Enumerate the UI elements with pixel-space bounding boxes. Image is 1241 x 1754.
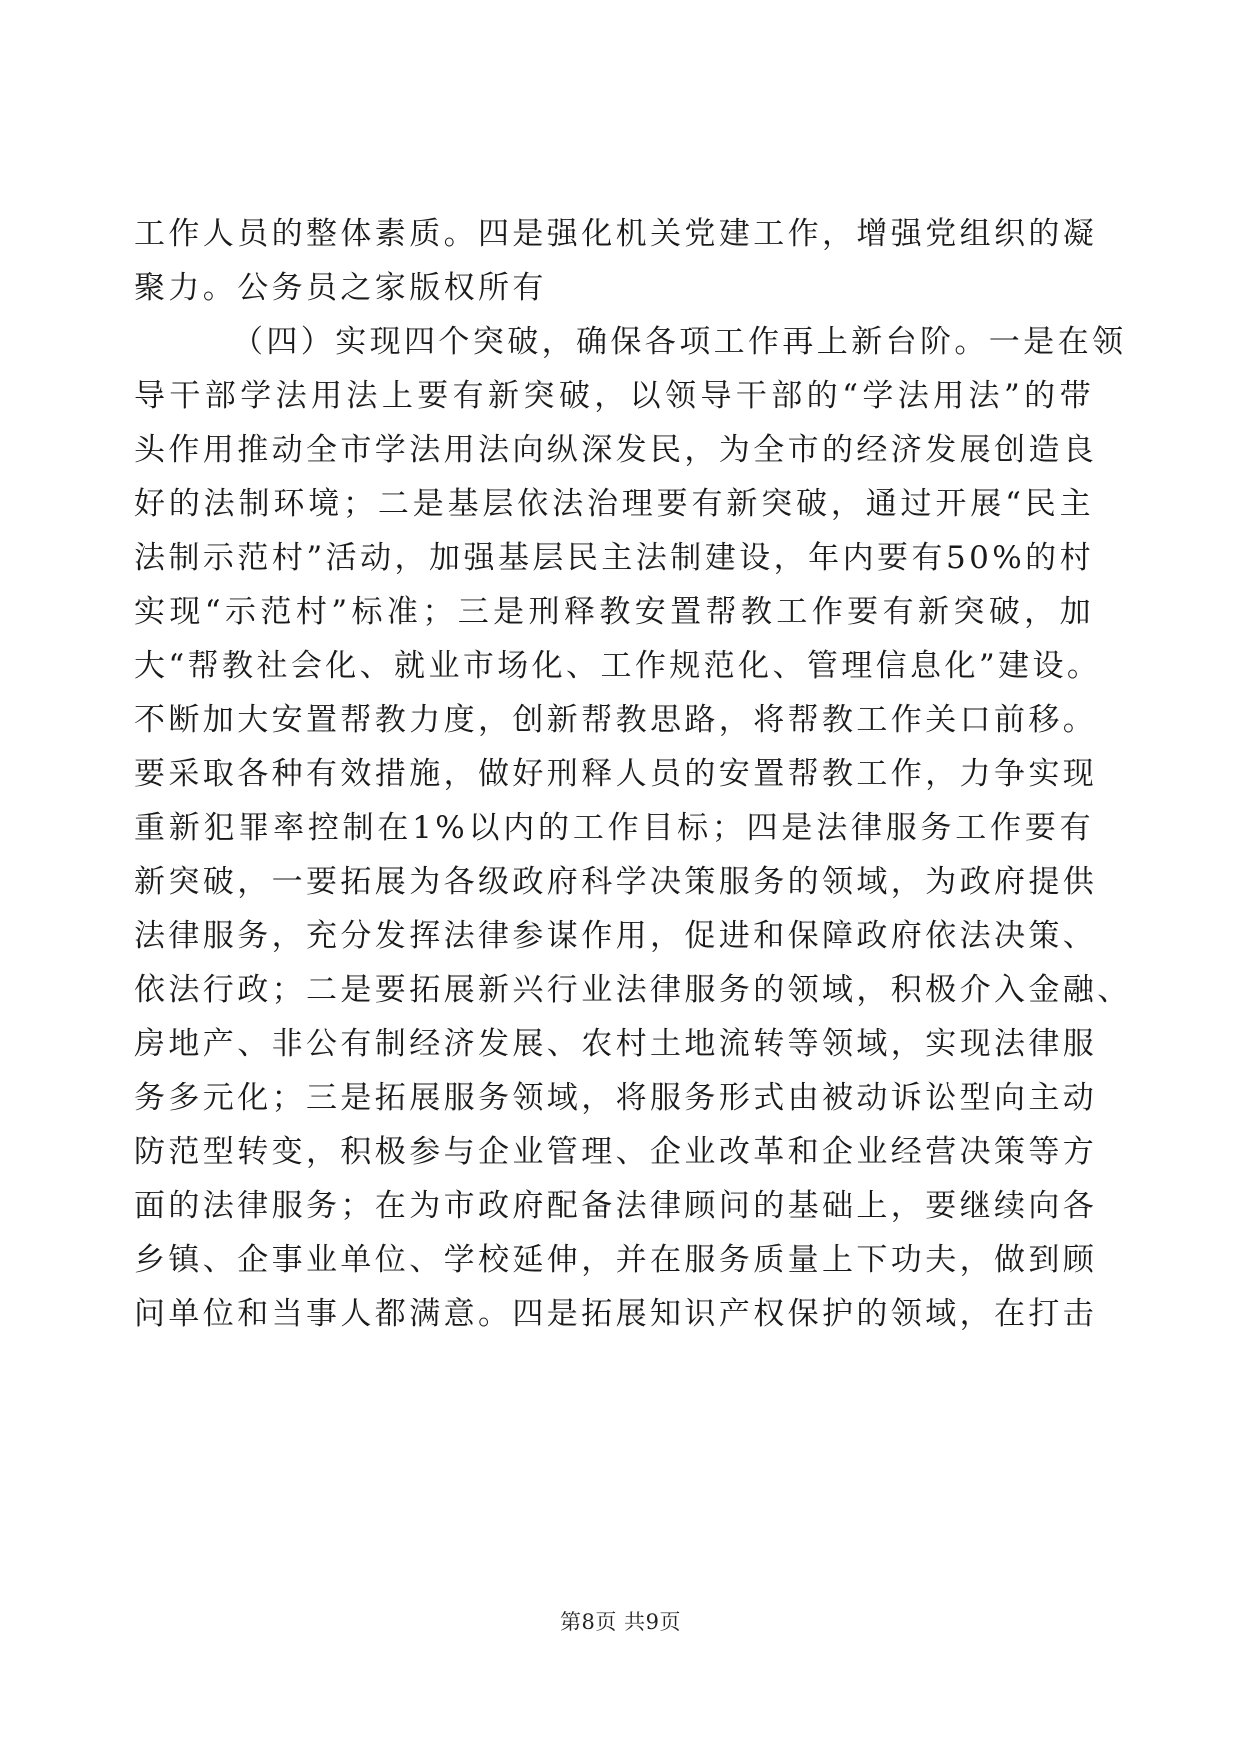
text-line: 导干部学法用法上要有新突破，以领导干部的“学法用法”的带	[134, 378, 1094, 414]
text-line: 面的法律服务；在为市政府配备法律顾问的基础上，要继续向各	[134, 1188, 1098, 1224]
text-line: 好的法制环境；二是基层依法治理要有新突破，通过开展“民主	[134, 486, 1094, 522]
text-line: 重新犯罪率控制在1%以内的工作目标；四是法律服务工作要有	[134, 810, 1094, 846]
paragraph-first-line: （四）实现四个突破，确保各项工作再上新台阶。一是在领	[232, 324, 1127, 360]
text-line: 要采取各种有效措施，做好刑释人员的安置帮教工作，力争实现	[134, 756, 1098, 792]
text-line: 防范型转变，积极参与企业管理、企业改革和企业经营决策等方	[134, 1134, 1098, 1170]
text-line: 实现“示范村”标准；三是刑释教安置帮教工作要有新突破，加	[134, 594, 1094, 630]
text-line: 新突破，一要拓展为各级政府科学决策服务的领域，为政府提供	[134, 864, 1098, 900]
text-line: 问单位和当事人都满意。四是拓展知识产权保护的领域，在打击	[134, 1296, 1098, 1332]
text-line: 法制示范村”活动，加强基层民主法制建设，年内要有50%的村	[134, 540, 1094, 576]
text-line: 头作用推动全市学法用法向纵深发民，为全市的经济发展创造良	[134, 432, 1098, 468]
page-number: 第8页 共9页	[560, 1610, 681, 1634]
text-line: 务多元化；三是拓展服务领域，将服务形式由被动诉讼型向主动	[134, 1080, 1098, 1116]
text-line: 不断加大安置帮教力度，创新帮教思路，将帮教工作关口前移。	[134, 702, 1098, 738]
text-line: 法律服务，充分发挥法律参谋作用，促进和保障政府依法决策、	[134, 918, 1098, 954]
text-line: 工作人员的整体素质。四是强化机关党建工作，增强党组织的凝	[134, 216, 1098, 252]
text-line: 大“帮教社会化、就业市场化、工作规范化、管理信息化”建设。	[134, 648, 1102, 684]
text-line: 房地产、非公有制经济发展、农村土地流转等领域，实现法律服	[134, 1026, 1098, 1062]
text-line: 依法行政；二是要拓展新兴行业法律服务的领域，积极介入金融、	[134, 972, 1132, 1008]
text-line: 聚力。公务员之家版权所有	[134, 270, 547, 306]
text-line: 乡镇、企事业单位、学校延伸，并在服务质量上下功夫，做到顾	[134, 1242, 1098, 1278]
